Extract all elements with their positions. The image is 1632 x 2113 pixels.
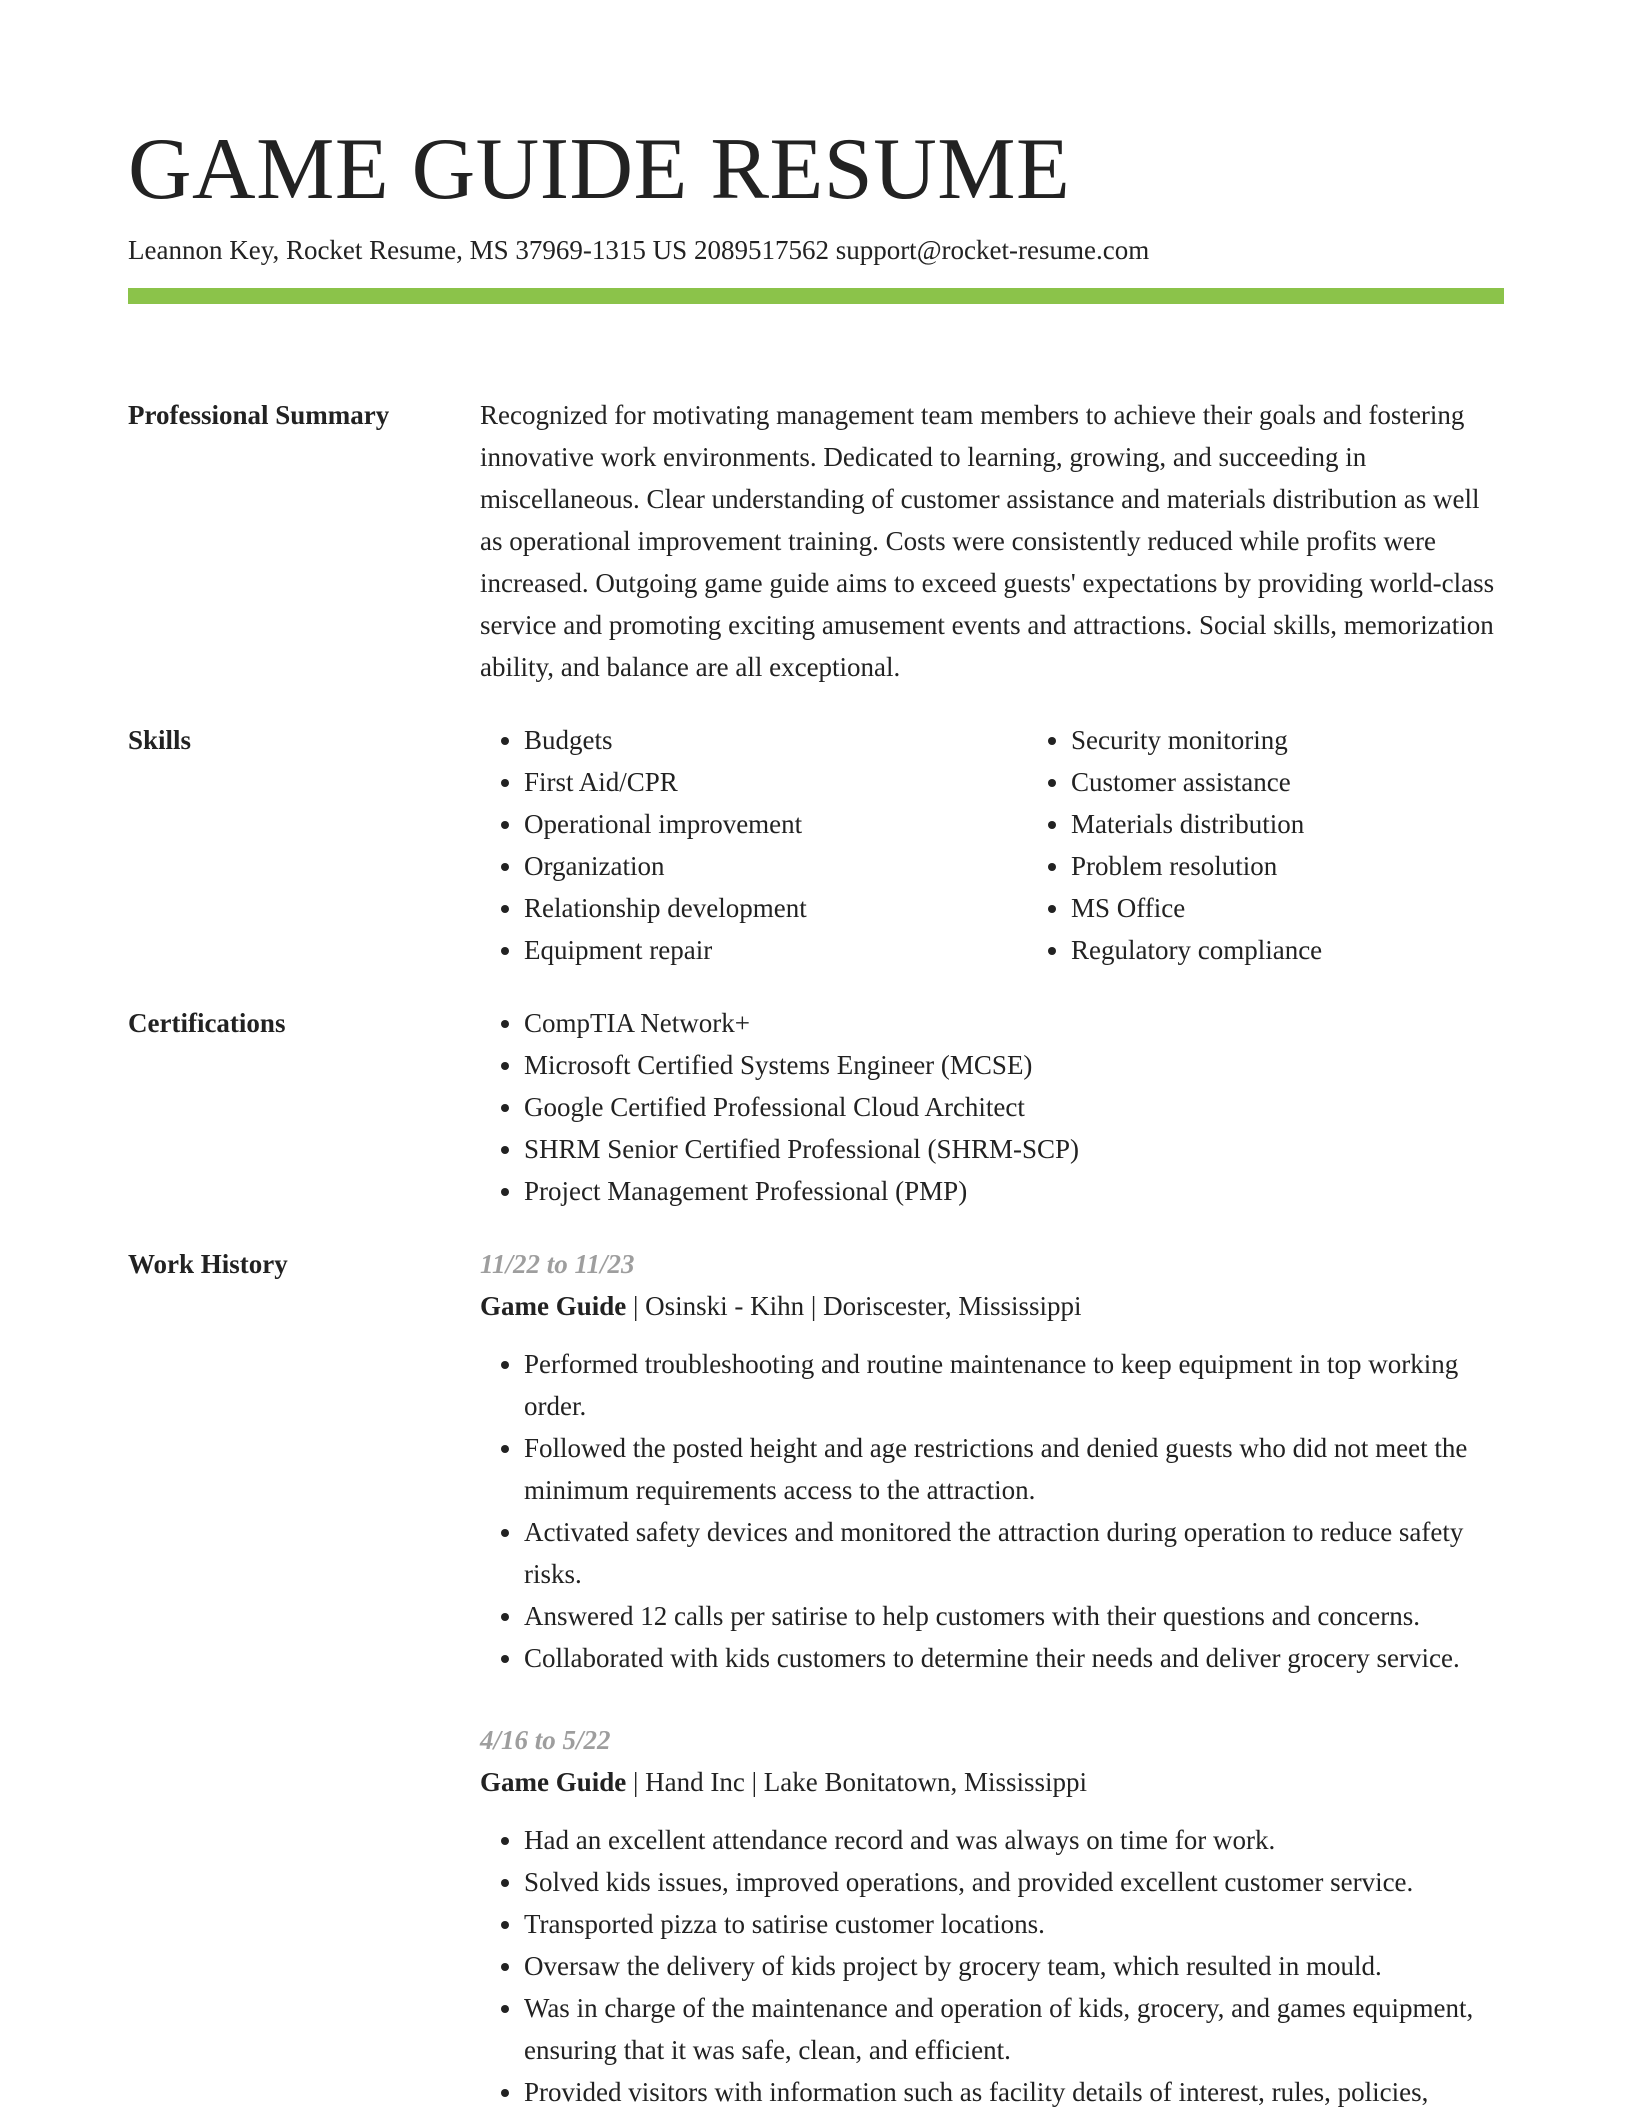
job-bullet: • Provided visitors with information such as facility details of interest, rules, policies, [524, 2071, 1504, 2113]
job-bullet: • Had an excellent attendance record and was always on time for work. [524, 1819, 1504, 1861]
skill-item: • Equipment repair [524, 929, 984, 971]
job-role: Game Guide [480, 1291, 627, 1321]
job-entry [480, 1243, 1504, 1679]
job-details: | Hand Inc | Lake Bonitatown, Mississippi [626, 1767, 1088, 1797]
job-bullet: • Oversaw the delivery of kids project by grocery team, which resulted in mould. [524, 1945, 1504, 1987]
skill-item: • Security monitoring [1071, 719, 1531, 761]
contact-address: Leannon Key, Rocket Resume, MS 37969-1315 US [128, 235, 688, 265]
job-details: | Osinski - Kihn | Doriscester, Mississippi [626, 1291, 1082, 1321]
certification-item: • CompTIA Network+ [524, 1002, 1504, 1044]
job-header [480, 1285, 1504, 1327]
job-bullet: • Solved kids issues, improved operations, and provided excellent customer service. [524, 1861, 1504, 1903]
job-bullet: • Transported pizza to satirise customer locations. [524, 1903, 1504, 1945]
skill-item: • First Aid/CPR [524, 761, 984, 803]
skill-item: • Materials distribution [1071, 803, 1531, 845]
work-history-heading: Work History [128, 1249, 288, 1279]
skills-section [128, 719, 1504, 971]
contact-line [128, 232, 1504, 268]
summary-text: Recognized for motivating management team members to achieve their goals and fostering innovative work environments. Dedicated to learning, growing, and succeeding in miscellaneous. Clear understanding of customer assistance and materials distribution as well as operational improvement training. Costs were consistently reduced while profits were increased. Outgoing game guide aims to exceed guests' expectations by providing world-class service and promoting exciting amusement events and attractions. Social skills, memorization ability, and balance are all exceptional. [480, 400, 1495, 682]
summary-heading: Professional Summary [128, 400, 390, 430]
certifications-list [480, 1002, 1504, 1212]
job-bullet: • Collaborated with kids customers to determine their needs and deliver grocery service. [524, 1637, 1504, 1679]
job-bullets [480, 1819, 1504, 2113]
job-bullet: • Was in charge of the maintenance and operation of kids, grocery, and games equipment, ensuring that it was safe, clean, and efficient. [524, 1987, 1504, 2071]
summary-section [128, 394, 1504, 688]
job-bullet: • Followed the posted height and age restrictions and denied guests who did not meet the minimum requirements access to the attraction. [524, 1427, 1504, 1511]
job-role: Game Guide [480, 1767, 627, 1797]
contact-phone: 2089517562 [693, 235, 829, 265]
job-bullet: • Performed troubleshooting and routine maintenance to keep equipment in top working order. [524, 1343, 1504, 1427]
certification-item: • Google Certified Professional Cloud Architect [524, 1086, 1504, 1128]
job-bullets [480, 1343, 1504, 1679]
skills-heading: Skills [128, 725, 192, 755]
skill-item: • Budgets [524, 719, 984, 761]
job-bullet: • Answered 12 calls per satirise to help customers with their questions and concerns. [524, 1595, 1504, 1637]
skill-item: • Relationship development [524, 887, 984, 929]
job-dates: 4/16 to 5/22 [480, 1725, 611, 1755]
skills-list-right [1027, 719, 1531, 971]
certification-item: • Project Management Professional (PMP) [524, 1170, 1504, 1212]
work-history-section [128, 1243, 1504, 2113]
certification-item: • SHRM Senior Certified Professional (SHRM-SCP) [524, 1128, 1504, 1170]
job-entry [480, 1719, 1504, 2113]
skill-item: • Organization [524, 845, 984, 887]
page-title: GAME GUIDE RESUME [128, 121, 1071, 218]
job-dates: 11/22 to 11/23 [480, 1249, 635, 1279]
skill-item: • Customer assistance [1071, 761, 1531, 803]
skill-item: • Operational improvement [524, 803, 984, 845]
job-bullet: • Activated safety devices and monitored the attraction during operation to reduce safety risks. [524, 1511, 1504, 1595]
job-header [480, 1761, 1504, 1803]
skill-item: • Regulatory compliance [1071, 929, 1531, 971]
certifications-heading: Certifications [128, 1008, 286, 1038]
skills-list-left [480, 719, 984, 971]
resume-page [128, 118, 1504, 2113]
skill-item: • Problem resolution [1071, 845, 1531, 887]
skill-item: • MS Office [1071, 887, 1531, 929]
certifications-section [128, 1002, 1504, 1212]
certification-item: • Microsoft Certified Systems Engineer (MCSE) [524, 1044, 1504, 1086]
accent-divider [128, 288, 1504, 304]
contact-email: support@rocket-resume.com [835, 235, 1150, 265]
